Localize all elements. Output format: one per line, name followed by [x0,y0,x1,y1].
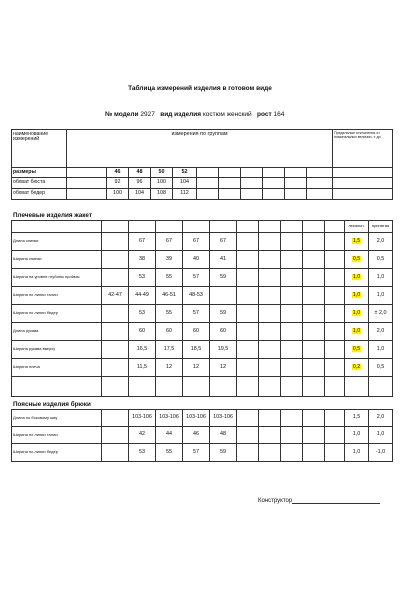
value-cell: 57 [183,444,210,462]
value-cell: 57 [183,269,210,287]
document-title: Таблица измерений изделия в готовом виде [128,85,272,92]
value-cell: 59 [210,269,237,287]
accepted-cell: 2,0 [369,233,393,251]
value-cell: 104 [173,178,197,189]
sizes-label: размеры [12,168,67,178]
model-line [105,111,284,118]
value-cell: 103-106 [183,410,210,427]
value-cell: 104 [129,189,151,200]
height-value: 164 [273,111,285,118]
row-label: Длина спинки [12,233,102,251]
value-cell: 57 [183,305,210,323]
value-cell: 48 [210,427,237,444]
value-cell: 44 [156,427,183,444]
value-cell: 103-106 [210,410,237,427]
value-cell: 41 [210,251,237,269]
jacket-section-title: Плечевые изделия жакет [13,212,92,219]
value-cell: 53 [129,269,156,287]
jacket-table [11,220,393,397]
value-cell: 39 [156,251,183,269]
table-row [12,323,393,341]
value-cell: 38 [129,251,156,269]
row-label: Ширина по линии бедер [12,444,102,462]
value-cell: 46 [183,427,210,444]
value-cell: 44-49 [129,287,156,305]
value-cell: 59 [210,444,237,462]
tolerance-column-header: лекальн. [345,221,369,233]
tolerance-cell: 1,0 [345,287,369,305]
value-cell: 67 [156,233,183,251]
value-cell: 40 [183,251,210,269]
value-cell: 59 [210,305,237,323]
value-cell: 42 [129,427,156,444]
value-cell: 53 [129,444,156,462]
value-cell: 67 [183,233,210,251]
accepted-cell: 1,0 [369,287,393,305]
tolerance-cell: 0,5 [345,341,369,359]
accepted-cell: -1,0 [369,444,393,462]
tolerance-cell: 1,5 [345,410,369,427]
table-row [12,359,393,377]
value-cell: 12 [183,359,210,377]
type-value: костюм женский [202,111,252,118]
row-label: Длина рукава [12,323,102,341]
table-row [12,410,393,427]
value-cell: 42-47 [102,287,129,305]
value-cell: 12 [156,359,183,377]
value-cell: 19,5 [210,341,237,359]
table-row [12,427,393,444]
accepted-cell: ± 2,0 [369,305,393,323]
model-label: № модели [105,111,139,118]
table-row [12,178,393,189]
groups-column-header: измерения по группам [67,130,333,168]
value-cell: 46-51 [156,287,183,305]
trousers-section-title: Поясные изделия брюки [13,401,91,408]
tolerance-cell: 1,0 [345,427,369,444]
row-label: Ширина спинки [12,251,102,269]
table-row [12,233,393,251]
value-cell: 11,5 [129,359,156,377]
value-cell: 60 [156,323,183,341]
tolerance-cell: 0,5 [345,251,369,269]
value-cell: 17,5 [156,341,183,359]
deviation-note: Предельные отклонения от номинальных величин, ± до [333,130,393,168]
value-cell: 103-106 [156,410,183,427]
sizes-row [12,168,393,178]
value-cell: 60 [129,323,156,341]
accepted-cell: 1,0 [369,269,393,287]
value-cell: 103-106 [129,410,156,427]
table-row [12,269,393,287]
value-cell: 18,5 [183,341,210,359]
size-46: 46 [107,168,129,178]
size-52: 52 [173,168,197,178]
value-cell: 100 [151,178,173,189]
value-cell: 96 [129,178,151,189]
value-cell: 67 [129,233,156,251]
size-48: 48 [129,168,151,178]
row-label: Ширина по линии бедер [12,305,102,323]
trousers-table [11,409,393,462]
value-cell: 67 [210,233,237,251]
row-label: обхват бюста [12,178,67,189]
tolerance-cell: 1,0 [345,269,369,287]
value-cell: 112 [173,189,197,200]
value-cell: 48-53 [183,287,210,305]
tolerance-cell: 0,2 [345,359,369,377]
row-label: Ширина по линии талии [12,427,102,444]
size-50: 50 [151,168,173,178]
row-label: Ширина плеча [12,359,102,377]
value-cell: 55 [156,269,183,287]
table-row [12,341,393,359]
row-label: Ширина рукава вверху [12,341,102,359]
accepted-cell: 1,0 [369,341,393,359]
signature-line [292,497,380,504]
name-column-header: наименование измерений [12,130,67,168]
accepted-cell: 1,0 [369,427,393,444]
row-label: Ширина на уровне глубины проймы [12,269,102,287]
accepted-column-header: принятая [369,221,393,233]
accepted-cell: 2,0 [369,410,393,427]
table-row [12,287,393,305]
value-cell: 55 [156,305,183,323]
tolerance-cell: 1,0 [345,305,369,323]
value-cell: 108 [151,189,173,200]
accepted-cell: 0,5 [369,251,393,269]
value-cell: 55 [156,444,183,462]
value-cell: 60 [210,323,237,341]
value-cell: 100 [107,189,129,200]
value-cell: 60 [183,323,210,341]
tolerance-cell: 1,5 [345,233,369,251]
table-row [12,189,393,200]
accepted-cell: 2,0 [369,323,393,341]
constructor-signature [258,497,380,504]
row-label: Ширина по линии талии [12,287,102,305]
table-row [12,305,393,323]
value-cell: 53 [129,305,156,323]
model-number: 2927 [140,111,155,118]
table-row [12,444,393,462]
accepted-cell: 0,5 [369,359,393,377]
constructor-label: Конструктор [258,498,293,504]
tolerance-cell: 1,0 [345,323,369,341]
header-table [11,129,393,200]
row-label: Длина по боковому шву [12,410,102,427]
tolerance-cell: 1,0 [345,444,369,462]
table-row [12,251,393,269]
value-cell: 12 [210,359,237,377]
height-label: рост [257,111,272,118]
type-label: вид изделия [160,111,202,118]
row-label: обхват бедер [12,189,67,200]
value-cell: 16,5 [129,341,156,359]
value-cell: 92 [107,178,129,189]
